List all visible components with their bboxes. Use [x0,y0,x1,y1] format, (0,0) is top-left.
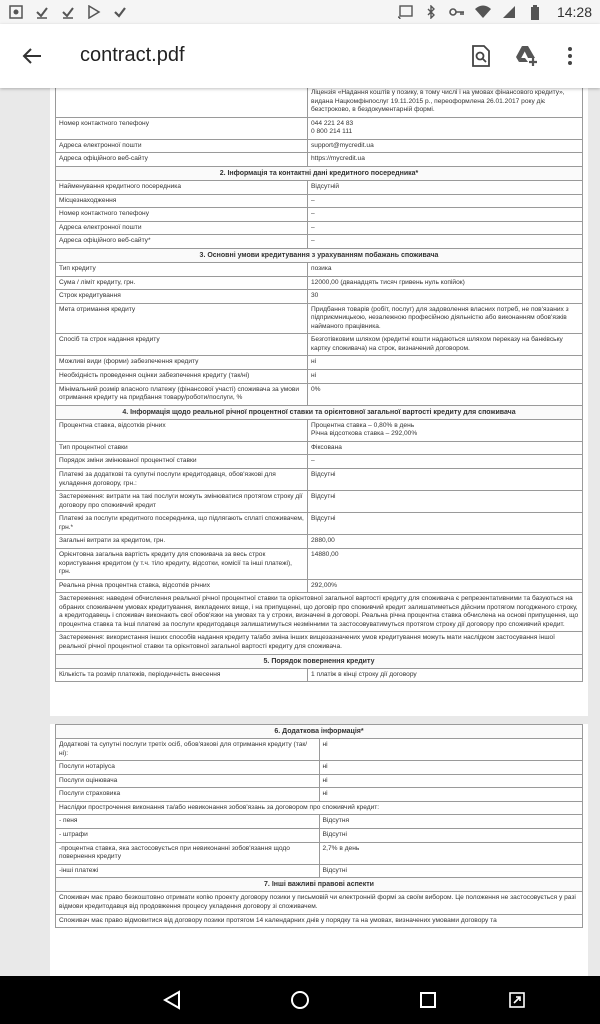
nav-home-button[interactable] [288,988,312,1012]
field-value: Відсутня [319,815,583,829]
field-value: Відсутні [308,491,583,513]
field-value: Ліцензія «Надання коштів у позику, в тому числі і на умовах фінансового кредиту», видана Нацкомфінпослуг 19.11.2015 р., переоформлена 26.01.2017 року діє безстроково, в бездокументарній формі. [308,88,583,117]
field-label: Найменування кредитного посередника [56,181,308,195]
bluetooth-icon [423,4,439,20]
field-label: Послуги оцінювача [56,774,320,788]
field-value: ні [308,356,583,370]
field-value: Фіксована [308,441,583,455]
section-heading [56,248,583,262]
paragraph-text: Застереження: наведені обчислення реальної річної процентної ставки та орієнтовної загальної вартості кредиту для споживача є репрезентативними та базуються на обраних споживачем умовах кредитування, викладених вище, і на припущенні, що договір про споживчий кредит залишатиметься дійсним протягом погодженого строку, а кредитодавець і споживач виконають свої обов'язки на умовах та у строки, визначені в договорі. Реальна річна процентна ставка обчислена на основі припущення, що процентна ставка та інші платежі за послуги кредитодавця залишатимуться незмінними та застосовуватимуться протягом строку дії договору про споживчий кредит. [56,593,583,632]
find-in-document-button[interactable] [467,42,495,70]
signal-icon [501,4,517,20]
table-row [56,356,583,370]
section-title: 3. Основні умови кредитування з урахуванням побажань споживача [56,248,583,262]
table-row [56,864,583,878]
field-label: Необхідність проведення оцінки забезпечення кредиту (так/ні) [56,370,308,384]
section-heading [56,405,583,419]
table-row [56,513,583,535]
paragraph-row [56,801,583,815]
system-icons [397,3,592,21]
paragraph-row [56,914,583,928]
paragraph-text: Наслідки прострочення виконання та/або невиконання зобов'язань за договором про споживчий кредит: [56,801,583,815]
table-row [56,262,583,276]
field-value: 2,7% в день [319,842,583,864]
table-row [56,579,583,593]
field-label: Спосіб та строк надання кредиту [56,334,308,356]
field-value: ні [308,370,583,384]
table-row [56,194,583,208]
field-value: Процентна ставка – 0,80% в день Річна відсоткова ставка – 292,00% [308,419,583,441]
table-row [56,153,583,167]
paragraph-row [56,892,583,914]
table-row [56,117,583,139]
photo-icon [8,4,24,20]
field-value: позика [308,262,583,276]
field-value: 2880,00 [308,535,583,549]
table-row [56,208,583,222]
field-value: Відсутні [319,864,583,878]
pdf-page [50,88,588,976]
battery-icon [527,4,543,20]
table-row [56,441,583,455]
field-value: – [308,235,583,249]
field-label: Орієнтовна загальна вартість кредиту для споживача за весь строк користування кредитом (у т.ч. тіло кредиту, відсотки, комісії та інші платежі), грн. [56,548,308,579]
notification-icons [8,3,128,21]
section-heading [56,654,583,668]
rotate-screen-button[interactable] [505,988,529,1012]
triangle-back-icon [163,990,181,1010]
field-value: 044 221 24 83 0 800 214 111 [308,117,583,139]
table-row [56,88,583,117]
field-value: – [308,455,583,469]
section-title: 4. Інформація щодо реальної річної процентної ставки та орієнтовної загальної вартості кредиту для споживача [56,405,583,419]
field-label: Порядок зміни змінюваної процентної ставки [56,455,308,469]
field-label: Платежі за послуги кредитного посередника, що підлягають сплаті споживачем, грн.* [56,513,308,535]
table-row [56,334,583,356]
field-value: ні [319,761,583,775]
back-button[interactable] [16,40,48,72]
field-label: Додаткові та супутні послуги третіх осіб, обов'язкові для отримання кредиту (так/ні): [56,739,320,761]
field-label: Послуги страховика [56,788,320,802]
check-icon [112,4,128,20]
table-row [56,774,583,788]
add-to-drive-button[interactable] [513,42,541,70]
field-label: Адреса офіційного веб-сайту* [56,235,308,249]
contract-table-lower [55,724,583,928]
field-value: 12000,00 (дванадцять тисяч гривень нуль копійок) [308,276,583,290]
table-row [56,290,583,304]
table-row [56,668,583,682]
play-store-icon [86,4,102,20]
field-label: Номер контактного телефону [56,208,308,222]
field-value: 14880,00 [308,548,583,579]
page-gap [50,716,588,724]
table-row [56,455,583,469]
section-heading [56,878,583,892]
field-label: Місцезнаходження [56,194,308,208]
field-value: Відсутній [308,181,583,195]
section-title: 7. Інші важливі правові аспекти [56,878,583,892]
field-label: Тип процентної ставки [56,441,308,455]
document-title: contract.pdf [80,44,185,66]
field-value: Відсутні [308,469,583,491]
table-row [56,829,583,843]
field-value: Відсутні [319,829,583,843]
pdf-viewer[interactable] [0,88,600,976]
field-label: Реальна річна процентна ставка, відсотків річних [56,579,308,593]
field-label: Строк кредитування [56,290,308,304]
field-label: Загальні витрати за кредитом, грн. [56,535,308,549]
table-row [56,761,583,775]
field-label: Адреса електронної пошти [56,139,308,153]
field-value: ні [319,788,583,802]
more-vert-icon [567,46,573,66]
field-label: Тип кредиту [56,262,308,276]
table-row [56,491,583,513]
drive-add-icon [515,45,539,67]
field-value: 0% [308,383,583,405]
paragraph-row [56,593,583,632]
paragraph-row [56,632,583,654]
field-label [56,88,308,117]
table-row [56,842,583,864]
field-label: Мінімальний розмір власного платежу (фінансової участі) споживача за умови отримання кредиту на придбання товару/роботи/послуги, % [56,383,308,405]
arrow-back-icon [22,46,42,66]
field-label: -процентна ставка, яка застосовується при невиконанні зобов'язання щодо повернення кредиту [56,842,320,864]
table-row [56,788,583,802]
nav-back-button[interactable] [160,988,184,1012]
square-recents-icon [419,991,437,1009]
table-row [56,469,583,491]
table-row [56,535,583,549]
screen-rotation-icon [508,991,526,1009]
field-label: Можливі види (форми) забезпечення кредиту [56,356,308,370]
check-icon [34,4,50,20]
circle-home-icon [290,990,310,1010]
field-value: 292,00% [308,579,583,593]
table-row [56,181,583,195]
field-label: Кількість та розмір платежів, періодичність внесення [56,668,308,682]
app-bar [0,24,600,88]
field-label: Платежі за додаткові та супутні послуги кредитодавця, обов'язкові для укладення договору, грн.: [56,469,308,491]
paragraph-text: Застереження: використання інших способів надання кредиту та/або зміна інших вищезазначених умов кредитування можуть мати наслідком застосування іншої реальної річної процентної ставки та орієнтовної загальної вартості кредиту для споживача. [56,632,583,654]
section-title: 2. Інформація та контактні дані кредитного посередника* [56,166,583,180]
section-heading [56,166,583,180]
section-title: 5. Порядок повернення кредиту [56,654,583,668]
field-value: – [308,221,583,235]
navigation-bar [0,976,600,1024]
field-label: Послуги нотаріуса [56,761,320,775]
more-options-button[interactable] [556,42,584,70]
field-label: - штрафи [56,829,320,843]
field-label: -інші платежі [56,864,320,878]
paragraph-text: Споживач має право безкоштовно отримати копію проекту договору позики у письмовій чи електронній формі за своїм вибором. Це положення не застосовується у разі відмови кредитодавця від продовження процесу укладення договору зі споживачем. [56,892,583,914]
paragraph-text: Споживач має право відмовитися від договору позики протягом 14 календарних днів у порядку та на умовах, визначених умовами договору та [56,914,583,928]
nav-recents-button[interactable] [416,988,440,1012]
check-icon [60,4,76,20]
field-value: 30 [308,290,583,304]
field-value: Відсутні [308,513,583,535]
search-document-icon [471,45,491,67]
field-label: Номер контактного телефону [56,117,308,139]
table-row [56,276,583,290]
field-label: Сума / ліміт кредиту, грн. [56,276,308,290]
field-label: Адреса офіційного веб-сайту [56,153,308,167]
key-icon [449,4,465,20]
table-row [56,221,583,235]
table-row [56,303,583,334]
status-bar [0,0,600,24]
field-value: ні [319,739,583,761]
table-row [56,235,583,249]
field-value: support@mycredit.ua [308,139,583,153]
table-row [56,370,583,384]
table-row [56,139,583,153]
table-row [56,419,583,441]
field-value: – [308,194,583,208]
clock: 14:28 [556,4,592,20]
cast-icon [397,4,413,20]
field-value: ні [319,774,583,788]
field-label: Мета отримання кредиту [56,303,308,334]
section-heading [56,725,583,739]
section-title: 6. Додаткова інформація* [56,725,583,739]
wifi-icon [475,4,491,20]
contract-table-upper [55,88,583,682]
table-row [56,383,583,405]
table-row [56,815,583,829]
table-row [56,548,583,579]
field-value: 1 платіж в кінці строку дії договору [308,668,583,682]
field-label: - пеня [56,815,320,829]
field-label: Застереження: витрати на такі послуги можуть змінюватися протягом строку дії договору про споживчий кредит [56,491,308,513]
field-label: Процентна ставка, відсотків річних [56,419,308,441]
field-value: Безготівковим шляхом (кредитні кошти надаються шляхом переказу на банківську картку споживача) на строк, визначений договором. [308,334,583,356]
field-label: Адреса електронної пошти [56,221,308,235]
table-row [56,739,583,761]
field-value: Придбання товарів (робіт, послуг) для задоволення власних потреб, не пов'язаних з підприємницькою, незалежною професійною діяльністю або виконанням обов'язків найманого працівника. [308,303,583,334]
field-value: – [308,208,583,222]
field-value: https://mycredit.ua [308,153,583,167]
